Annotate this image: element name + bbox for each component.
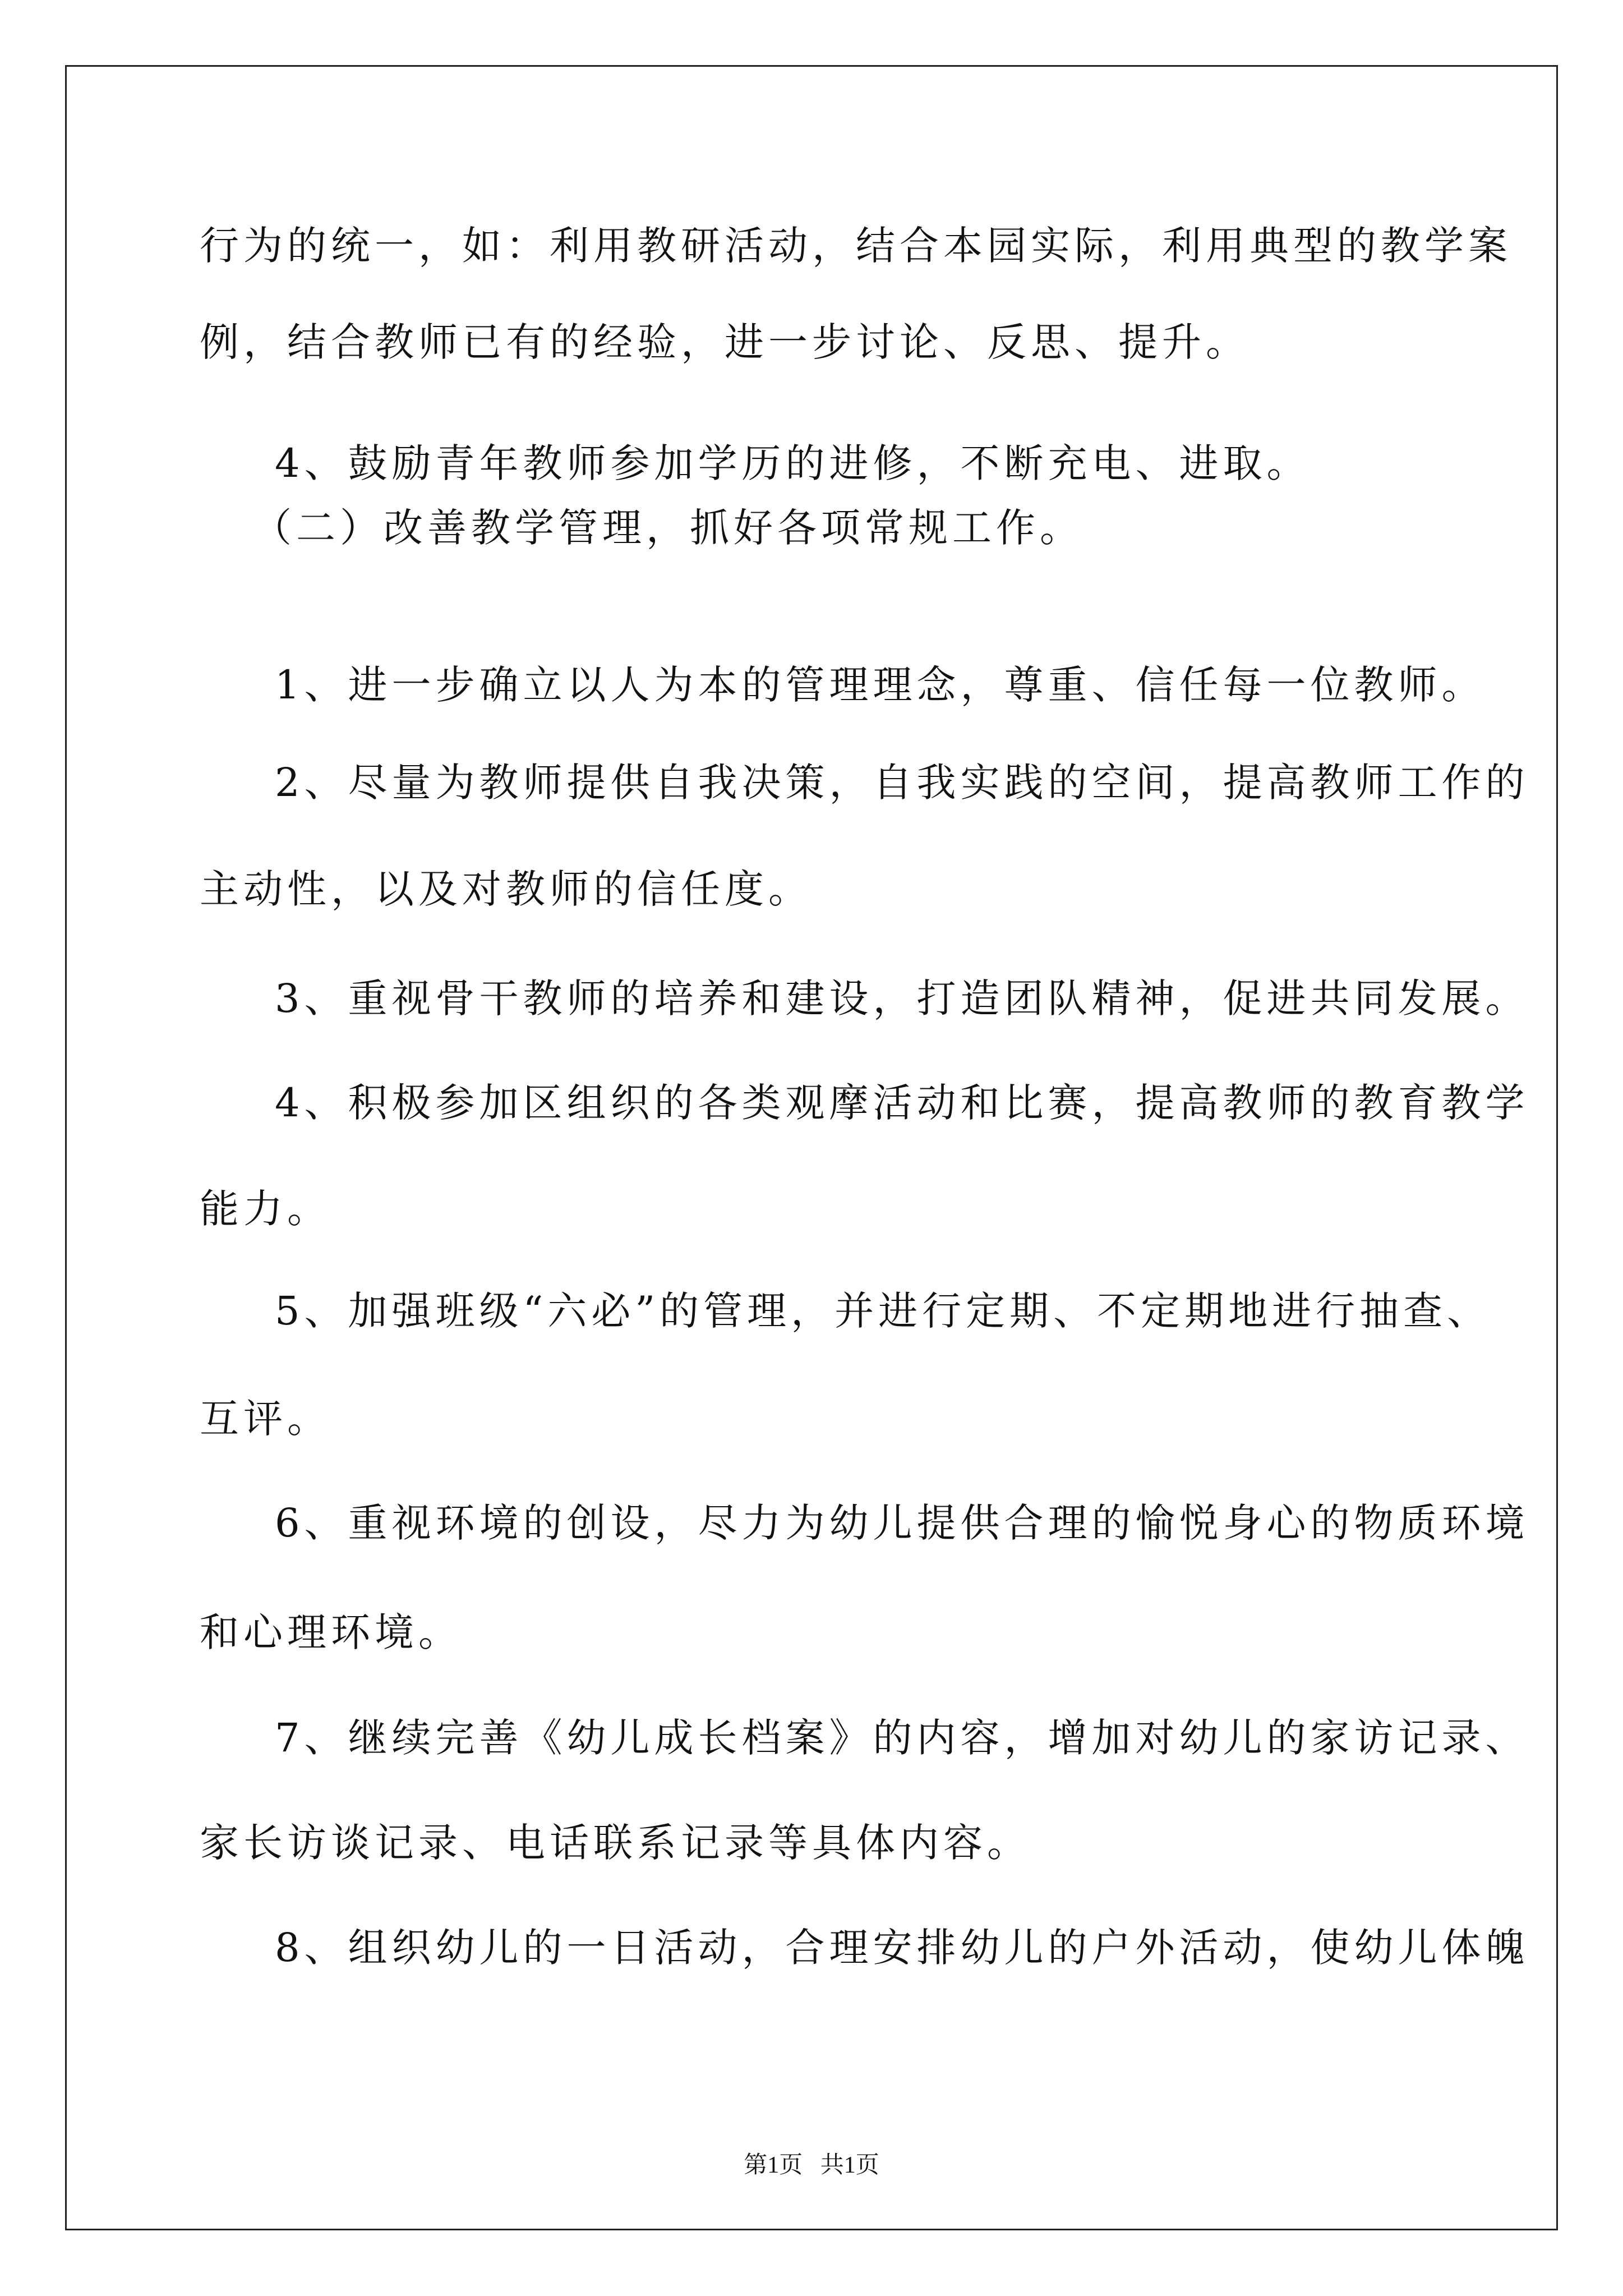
text-line: 4、鼓励青年教师参加学历的进修，不断充电、进取。 [275, 440, 1311, 486]
text-line: 8、组织幼儿的一日活动，合理安排幼儿的户外活动，使幼儿体魄 [275, 1925, 1529, 1971]
text-line: 7、继续完善《幼儿成长档案》的内容，增加对幼儿的家访记录、 [275, 1715, 1529, 1761]
text-line: 2、尽量为教师提供自我决策，自我实践的空间，提高教师工作的 [275, 760, 1529, 806]
text-line: 4、积极参加区组织的各类观摩活动和比赛，提高教师的教育教学 [275, 1080, 1529, 1126]
text-line: 主动性，以及对教师的信任度。 [200, 866, 812, 912]
text-line: 6、重视环境的创设，尽力为幼儿提供合理的愉悦身心的物质环境 [275, 1500, 1529, 1546]
section-heading: （二）改善教学管理，抓好各项常规工作。 [252, 505, 1083, 551]
page-border [65, 65, 1558, 2230]
page-footer: 第1页 共1页 [744, 2152, 879, 2178]
text-line: 和心理环境。 [200, 1609, 462, 1655]
text-line: 例，结合教师已有的经验，进一步讨论、反思、提升。 [200, 319, 1249, 365]
text-line: 能力。 [200, 1186, 331, 1232]
text-line: 5、加强班级“六必”的管理，并进行定期、不定期地进行抽查、 [275, 1288, 1491, 1334]
text-line: 3、重视骨干教师的培养和建设，打造团队精神，促进共同发展。 [275, 976, 1529, 1022]
text-line: 行为的统一，如：利用教研活动，结合本园实际，利用典型的教学案 [200, 223, 1512, 269]
text-line: 家长访谈记录、电话联系记录等具体内容。 [200, 1820, 1031, 1866]
text-line: 互评。 [200, 1396, 331, 1442]
text-line: 1、进一步确立以人为本的管理理念，尊重、信任每一位教师。 [275, 662, 1486, 708]
